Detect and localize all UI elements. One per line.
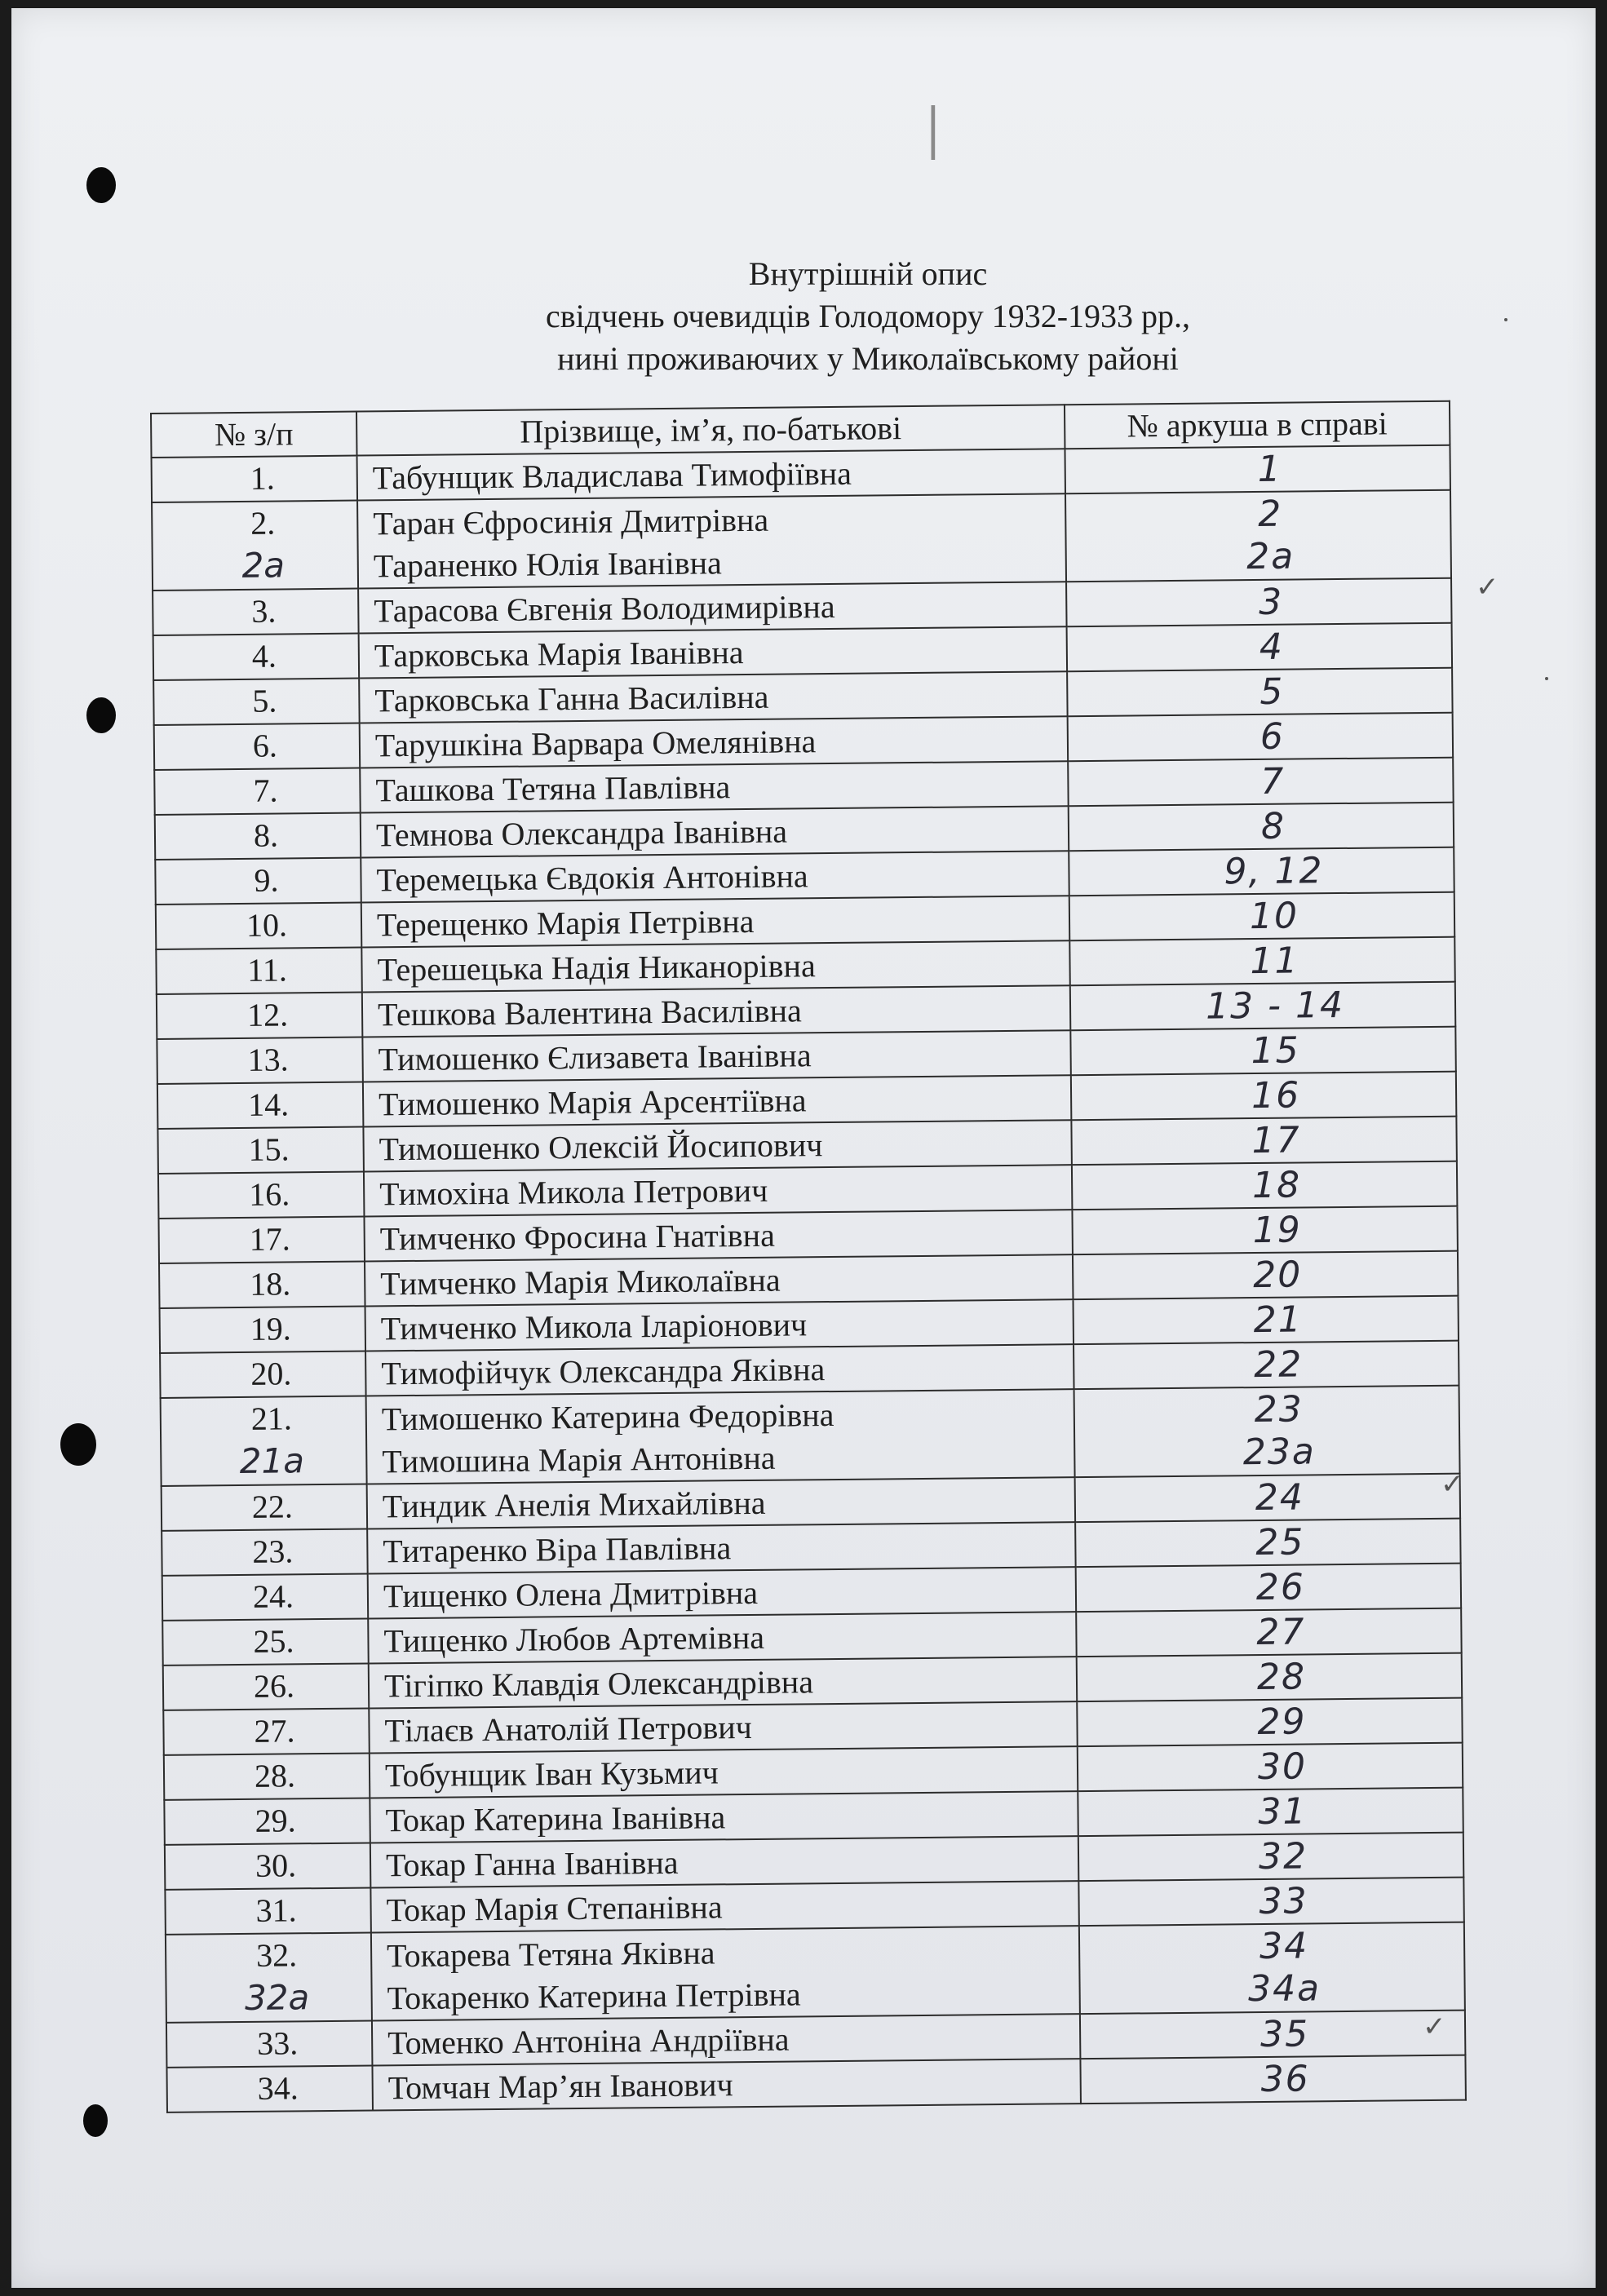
sheet-number-handwritten [1066,578,1452,627]
sheet-number-text: 19 [1252,1208,1302,1251]
document-title [11,253,1607,380]
row-number [162,1529,368,1576]
sheet-number-text: 9, 12 [1224,849,1324,892]
sheet-number-handwritten [1080,2011,1466,2059]
sheet-number-handwritten [1075,1474,1461,1523]
row-number-text: 13. [247,1041,289,1078]
sheet-number-text: 4 [1259,626,1285,668]
sheet-number-handwritten [1080,2055,1466,2104]
sheet-number-handwritten [1074,1341,1459,1390]
person-name [364,1165,1072,1216]
person-name-text: Темнова Олександра Іванівна [375,812,788,854]
row-number [157,993,363,1039]
sheet-number-text: 28 [1256,1655,1307,1698]
check-mark: ✓ [1441,1468,1464,1501]
row-number-text: 16. [248,1175,290,1213]
row-number [154,768,361,815]
sheet-number-handwritten [1070,1027,1456,1076]
sheet-number-handwritten [1068,758,1454,807]
sheet-number-text: 1 [1257,448,1282,490]
row-number [160,1351,366,1398]
person-name [368,1567,1076,1618]
row-number-text: 33. [256,2024,299,2062]
person-name [370,1746,1078,1798]
person-name [367,1522,1075,1573]
row-number [160,1307,366,1353]
punch-hole [83,2104,108,2137]
row-number [166,1932,372,2022]
punch-hole [86,167,116,203]
sheet-number-text: 31 [1258,1789,1308,1833]
person-name-text: Тілаєв Анатолій Петрович [384,1708,752,1750]
person-name-text: Тимошенко Марія Арсентіївна [378,1082,807,1123]
person-name-text: Тимченко Микола Іларіонович [380,1306,808,1347]
person-name [361,806,1069,857]
title-line-3: нині проживаючих у Миколаївському районі [557,340,1179,377]
row-number [152,456,358,502]
row-number [154,723,361,770]
person-name-text: Томчан Мар’ян Іванович [387,2066,733,2107]
sheet-number-text: 36 [1260,2057,1310,2100]
person-name-text: Тарасова Євгенія Володимирівна [374,587,835,630]
row-number-text: 1. [250,459,275,497]
row-number [165,1843,371,1889]
person-name [365,1344,1074,1396]
sheet-number-handwritten [1072,1161,1458,1210]
person-name [361,851,1069,902]
person-name-text: Тимофійчук Олександра Яківна [381,1351,826,1392]
check-mark: ✓ [1423,2011,1446,2043]
person-name [367,1477,1075,1528]
person-name-text-secondary: Тараненко Юлія Іванівна [373,544,722,585]
person-name-text: Табунщик Владислава Тимофіївна [372,454,852,497]
sheet-number-handwritten [1071,1072,1457,1121]
person-name [371,1926,1080,2020]
sheet-number-handwritten [1067,668,1453,717]
sheet-number-handwritten [1078,1743,1463,1792]
row-number-text: 11. [247,951,288,989]
row-number [155,858,361,905]
table-row [161,1386,1460,1486]
sheet-number-handwritten [1070,982,1456,1031]
punch-hole [86,697,116,733]
row-number-text: 18. [250,1265,291,1303]
person-name [362,1030,1070,1082]
row-number-text: 26. [253,1667,295,1705]
row-number-text: 22. [251,1488,294,1525]
person-name-text: Тищенко Олена Дмитрівна [383,1573,759,1615]
person-name-text: Токар Ганна Іванівна [385,1843,679,1884]
table-body [152,445,1466,2112]
person-name [363,1075,1071,1126]
row-number [166,2020,373,2067]
sheet-number-handwritten [1067,623,1453,672]
person-name [361,896,1069,947]
row-number [165,1887,371,1934]
sheet-number-text: 24 [1255,1475,1305,1519]
row-number-text: 21. [250,1400,293,1437]
speck [1545,677,1548,680]
sheet-number-text: 2 [1258,493,1283,535]
sheet-number-handwritten [1069,937,1455,986]
row-number [152,501,358,591]
sheet-number-text: 8 [1260,805,1286,847]
person-name-text: Теремецька Євдокія Антонівна [376,857,808,899]
person-name-text: Токар Катерина Іванівна [385,1798,726,1839]
person-name [359,671,1067,723]
row-number [166,2065,373,2112]
row-number [158,1217,365,1263]
person-name-text: Ташкова Тетяна Павлівна [375,768,731,809]
person-name [370,1791,1078,1843]
row-number [157,1127,364,1174]
inventory-table [150,400,1467,2113]
person-name-text: Тарковська Марія Іванівна [374,634,744,675]
row-number-text: 4. [251,637,277,675]
person-name-text: Тищенко Любов Артемівна [383,1618,765,1660]
sheet-number-handwritten [1069,803,1454,852]
row-number-text: 5. [252,682,277,719]
person-name-text: Титаренко Віра Павлівна [383,1529,732,1570]
person-name [357,493,1066,588]
person-name-text-secondary: Токаренко Катерина Петрівна [387,1975,801,2017]
row-number-text: 15. [248,1130,290,1168]
person-name-text: Тігіпко Клавдія Олександрівна [383,1663,814,1705]
sheet-number-text: 7 [1260,760,1286,803]
person-name [359,626,1067,678]
sheet-number-handwritten [1078,1788,1463,1837]
row-number-text: 9. [254,861,279,899]
header-number: № з/п [151,412,357,458]
sheet-number-handwritten [1073,1296,1459,1345]
title-line-1: Внутрішній опис [748,255,988,292]
row-number [162,1484,368,1531]
person-name [366,1389,1075,1484]
row-number [163,1708,370,1754]
sheet-number-text-secondary: 23а [1242,1431,1317,1474]
person-name-text: Тарушкіна Варвара Омелянівна [374,723,817,764]
person-name [361,940,1069,992]
sheet-number-handwritten [1078,1833,1464,1882]
sheet-number-handwritten [1073,1251,1459,1300]
sheet-number-text: 6 [1259,715,1286,758]
sheet-number-text: 13 - 14 [1205,984,1345,1028]
row-number [158,1172,365,1219]
sheet-number-text: 15 [1251,1029,1300,1072]
person-name-text: Тимошенко Катерина Федорівна [381,1396,834,1438]
sheet-number-text: 22 [1254,1343,1304,1386]
sheet-number-text: 35 [1259,2012,1310,2055]
row-number [164,1753,370,1799]
sheet-number-handwritten [1076,1564,1462,1613]
person-name-text-secondary: Тимошина Марія Антонівна [382,1439,776,1480]
inventory-table-wrapper [150,400,1467,2113]
person-name-text: Тимченко Марія Миколаївна [380,1261,781,1303]
row-subnumber-handwritten: 32а [244,1977,310,2018]
header-name: Прізвище, ім’я, по-батькові [356,405,1065,455]
sheet-number-handwritten [1069,892,1455,941]
person-name [369,1657,1077,1708]
row-number-text: 27. [254,1712,295,1750]
header-sheet: № аркуша в справі [1065,401,1450,449]
person-name-text: Токар Марія Степанівна [386,1888,723,1929]
sheet-number-handwritten [1065,490,1451,582]
row-number-text: 7. [253,772,278,809]
row-number [163,1664,370,1710]
row-number-text: 2. [250,504,276,542]
person-name [365,1254,1073,1306]
sheet-number-text: 11 [1250,940,1299,982]
sheet-number-handwritten [1068,713,1454,762]
sheet-number-text: 20 [1252,1253,1303,1296]
row-number-text: 3. [251,592,277,630]
person-name [364,1210,1072,1261]
person-name-text: Тимошенко Олексій Йосипович [379,1126,823,1168]
person-name [357,449,1065,500]
person-name [358,582,1066,633]
row-number [162,1574,369,1621]
person-name [372,2014,1080,2065]
row-number-text: 23. [252,1533,294,1570]
person-name [365,1299,1074,1351]
folio-mark: I [922,91,945,178]
sheet-number-text: 25 [1255,1520,1305,1564]
row-number-text: 24. [252,1577,294,1615]
row-number-text: 12. [246,996,289,1033]
sheet-number-handwritten [1077,1698,1463,1747]
person-name-text: Токарева Тетяна Яківна [386,1934,715,1975]
sheet-number-text: 30 [1257,1745,1308,1788]
row-number-text: 25. [253,1622,294,1660]
row-number [153,589,359,635]
sheet-number-handwritten [1069,847,1454,896]
sheet-number-text: 18 [1251,1163,1302,1206]
row-number-text: 8. [253,816,279,854]
row-number [155,813,361,860]
sheet-number-text: 26 [1255,1565,1306,1608]
row-number-text: 20. [250,1355,292,1392]
person-name [372,2059,1080,2110]
check-mark: ✓ [1476,571,1499,604]
row-number [157,1082,364,1129]
person-name [363,1120,1071,1171]
row-number [162,1619,369,1666]
sheet-number-text: 23 [1254,1388,1304,1431]
table-row [152,490,1451,591]
row-number-text: 32. [255,1936,298,1974]
speck [1504,318,1507,321]
row-number-text: 19. [250,1310,292,1347]
row-number-text: 29. [255,1802,296,1839]
row-number [164,1798,370,1844]
person-name-text: Тешкова Валентина Василівна [377,992,802,1033]
document-page [11,8,1596,2288]
sheet-number-handwritten [1076,1608,1462,1657]
person-name [360,761,1068,812]
sheet-number-text: 5 [1259,670,1285,713]
row-subnumber-handwritten: 21а [239,1440,305,1482]
sheet-number-text: 10 [1249,895,1299,937]
person-name-text: Тиндик Анелія Михайлівна [382,1484,766,1525]
sheet-number-handwritten [1077,1653,1463,1702]
row-subnumber-handwritten: 2а [241,545,286,586]
person-name [368,1612,1076,1663]
sheet-number-text: 3 [1259,581,1284,623]
sheet-number-handwritten [1075,1519,1461,1568]
person-name [360,716,1068,768]
row-number-text: 6. [252,727,278,764]
person-name [362,985,1070,1037]
sheet-number-text: 16 [1251,1074,1301,1117]
person-name [370,1881,1078,1932]
sheet-number-text: 17 [1251,1119,1301,1161]
person-name-text: Тимохіна Микола Петрович [379,1171,768,1213]
title-line-2: свідчень очевидців Голодомору 1932-1933 рр., [545,298,1191,334]
sheet-number-text: 29 [1257,1700,1307,1743]
row-number [157,1037,363,1084]
sheet-number-text-secondary: 34а [1247,1967,1321,2011]
person-name-text: Терешецька Надія Никанорівна [377,947,816,989]
row-number-text: 34. [257,2069,299,2107]
row-number [153,679,360,725]
sheet-number-handwritten [1071,1117,1457,1166]
sheet-number-text: 33 [1259,1879,1308,1922]
row-number [153,634,360,680]
person-name-text: Тарковська Ганна Василівна [374,678,769,719]
sheet-number-text-secondary: 2а [1246,535,1295,578]
person-name-text: Томенко Антоніна Андріївна [387,2020,790,2062]
sheet-number-text: 21 [1253,1298,1303,1341]
row-number [156,948,362,994]
row-number-text: 14. [247,1086,290,1123]
sheet-number-text: 27 [1256,1610,1306,1653]
person-name-text: Тимченко Фросина Гнатівна [379,1216,776,1258]
row-number [161,1396,367,1486]
sheet-number-handwritten [1079,1922,1465,2015]
person-name-text: Тимошенко Єлизавета Іванівна [378,1037,812,1078]
table-row [166,1922,1465,2023]
sheet-number-handwritten [1065,445,1450,494]
person-name [370,1836,1078,1887]
sheet-number-text: 32 [1258,1834,1308,1878]
row-number-text: 17. [249,1220,290,1258]
person-name-text: Терещенко Марія Петрівна [376,902,755,944]
person-name [369,1701,1077,1753]
sheet-number-handwritten [1072,1206,1458,1255]
person-name-text: Тобунщик Іван Кузьмич [384,1754,719,1794]
row-number-text: 28. [254,1757,296,1794]
row-number-text: 30. [255,1847,297,1884]
punch-hole [60,1423,96,1466]
person-name-text: Таран Єфросинія Дмитрівна [373,501,769,542]
row-number-text: 31. [255,1891,297,1929]
row-number [156,903,362,949]
row-number [159,1262,365,1308]
row-number-text: 10. [246,906,288,944]
sheet-number-text: 34 [1259,1925,1309,1968]
sheet-number-handwritten [1074,1386,1460,1478]
sheet-number-handwritten [1078,1878,1464,1927]
